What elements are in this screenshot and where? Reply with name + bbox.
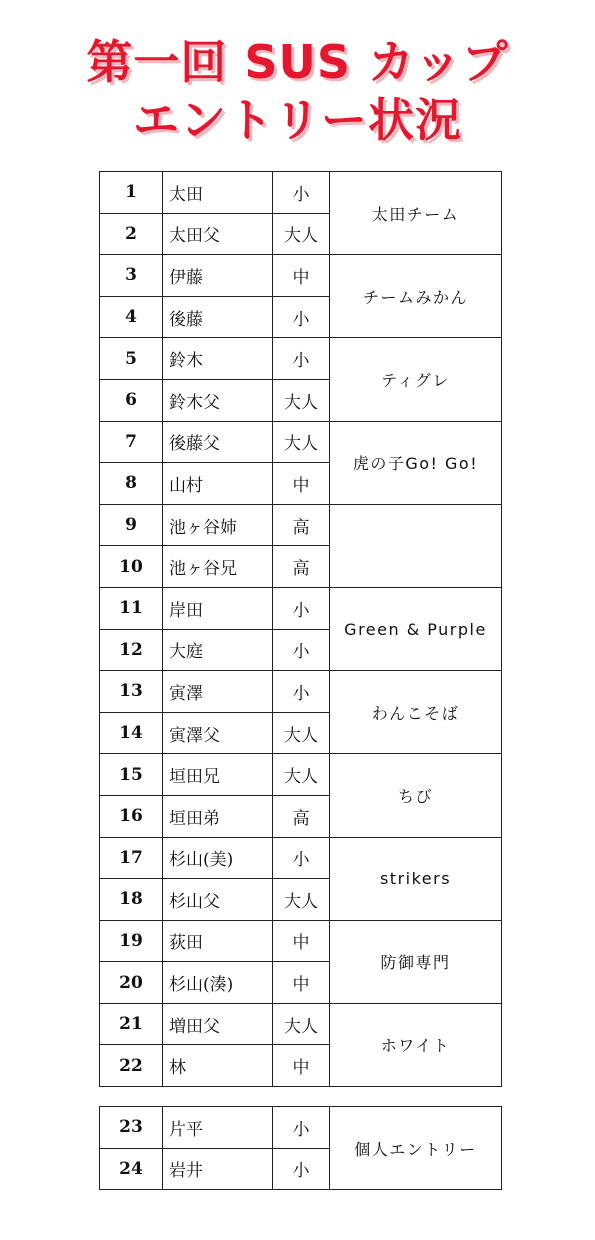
entry-name: 垣田兄 bbox=[163, 754, 273, 796]
entry-number: 19 bbox=[100, 920, 163, 962]
entry-number: 21 bbox=[100, 1003, 163, 1045]
entry-name: 鈴木 bbox=[163, 338, 273, 380]
table-row bbox=[100, 920, 502, 962]
entry-number: 5 bbox=[100, 338, 163, 380]
entry-name: 林 bbox=[163, 1045, 273, 1087]
entry-name: 杉山(美) bbox=[163, 837, 273, 879]
team-name: Green & Purple bbox=[330, 587, 502, 670]
table-row bbox=[100, 671, 502, 713]
table-row bbox=[100, 255, 502, 297]
entry-category: 小 bbox=[273, 837, 330, 879]
team-name: チームみかん bbox=[330, 255, 502, 338]
table-row bbox=[100, 338, 502, 380]
entry-name: 杉山(湊) bbox=[163, 962, 273, 1004]
entry-category: 中 bbox=[273, 920, 330, 962]
entry-category: 大人 bbox=[273, 879, 330, 921]
entry-category: 高 bbox=[273, 504, 330, 546]
entry-category: 高 bbox=[273, 546, 330, 588]
entry-category: 大人 bbox=[273, 1003, 330, 1045]
entry-category: 中 bbox=[273, 255, 330, 297]
table-row bbox=[100, 504, 502, 546]
team-name: ちび bbox=[330, 754, 502, 837]
entry-category: 大人 bbox=[273, 379, 330, 421]
entry-name: 寅澤 bbox=[163, 671, 273, 713]
entry-number: 6 bbox=[100, 379, 163, 421]
team-name: 太田チーム bbox=[330, 172, 502, 255]
team-name: ホワイト bbox=[330, 1003, 502, 1086]
entry-name: 岩井 bbox=[163, 1148, 273, 1190]
entry-number: 13 bbox=[100, 671, 163, 713]
entry-table bbox=[99, 171, 502, 1087]
entry-category: 小 bbox=[273, 172, 330, 214]
entry-category: 中 bbox=[273, 463, 330, 505]
entry-name: 池ヶ谷兄 bbox=[163, 546, 273, 588]
entry-number: 1 bbox=[100, 172, 163, 214]
entry-name: 池ヶ谷姉 bbox=[163, 504, 273, 546]
entry-category: 中 bbox=[273, 1045, 330, 1087]
entry-name: 荻田 bbox=[163, 920, 273, 962]
entry-number: 9 bbox=[100, 504, 163, 546]
table-row bbox=[100, 587, 502, 629]
entry-name: 後藤 bbox=[163, 296, 273, 338]
entry-category: 大人 bbox=[273, 421, 330, 463]
entry-number: 10 bbox=[100, 546, 163, 588]
entry-name: 岸田 bbox=[163, 587, 273, 629]
table-row bbox=[100, 837, 502, 879]
entry-name: 大庭 bbox=[163, 629, 273, 671]
entry-number: 18 bbox=[100, 879, 163, 921]
entry-number: 22 bbox=[100, 1045, 163, 1087]
entry-number: 7 bbox=[100, 421, 163, 463]
individual-entry-table bbox=[99, 1106, 502, 1190]
table-row bbox=[100, 754, 502, 796]
table-row bbox=[100, 1107, 502, 1149]
entry-number: 2 bbox=[100, 213, 163, 255]
page-title-line-1: 第一回 SUS カップ bbox=[86, 35, 509, 89]
entry-number: 11 bbox=[100, 587, 163, 629]
entry-number: 4 bbox=[100, 296, 163, 338]
entry-name: 山村 bbox=[163, 463, 273, 505]
entry-number: 8 bbox=[100, 463, 163, 505]
entry-number: 16 bbox=[100, 795, 163, 837]
entry-category: 小 bbox=[273, 587, 330, 629]
entry-category: 小 bbox=[273, 338, 330, 380]
entry-name: 鈴木父 bbox=[163, 379, 273, 421]
entry-name: 後藤父 bbox=[163, 421, 273, 463]
team-name: ティグレ bbox=[330, 338, 502, 421]
entry-name: 増田父 bbox=[163, 1003, 273, 1045]
entry-number: 20 bbox=[100, 962, 163, 1004]
team-name: わんこそば bbox=[330, 671, 502, 754]
entry-number: 23 bbox=[100, 1107, 163, 1149]
entry-name: 太田 bbox=[163, 172, 273, 214]
team-name: 虎の子Go! Go! bbox=[330, 421, 502, 504]
entry-category: 中 bbox=[273, 962, 330, 1004]
entry-name: 伊藤 bbox=[163, 255, 273, 297]
entry-name: 寅澤父 bbox=[163, 712, 273, 754]
entry-category: 小 bbox=[273, 296, 330, 338]
entry-name: 垣田弟 bbox=[163, 795, 273, 837]
table-row bbox=[100, 172, 502, 214]
entry-name: 杉山父 bbox=[163, 879, 273, 921]
team-name bbox=[330, 504, 502, 587]
entry-number: 14 bbox=[100, 712, 163, 754]
team-name: 防御専門 bbox=[330, 920, 502, 1003]
team-name: 個人エントリー bbox=[330, 1107, 502, 1190]
entry-number: 17 bbox=[100, 837, 163, 879]
table-row bbox=[100, 1003, 502, 1045]
entry-number: 12 bbox=[100, 629, 163, 671]
entry-category: 大人 bbox=[273, 213, 330, 255]
entry-number: 24 bbox=[100, 1148, 163, 1190]
table-row bbox=[100, 421, 502, 463]
entry-name: 片平 bbox=[163, 1107, 273, 1149]
page-title-line-2: エントリー状況 bbox=[133, 93, 462, 147]
entry-name: 太田父 bbox=[163, 213, 273, 255]
entry-category: 小 bbox=[273, 1107, 330, 1149]
entry-category: 小 bbox=[273, 629, 330, 671]
entry-number: 15 bbox=[100, 754, 163, 796]
entry-category: 小 bbox=[273, 1148, 330, 1190]
entry-category: 大人 bbox=[273, 754, 330, 796]
entry-category: 高 bbox=[273, 795, 330, 837]
team-name: strikers bbox=[330, 837, 502, 920]
entry-category: 小 bbox=[273, 671, 330, 713]
entry-category: 大人 bbox=[273, 712, 330, 754]
entry-number: 3 bbox=[100, 255, 163, 297]
